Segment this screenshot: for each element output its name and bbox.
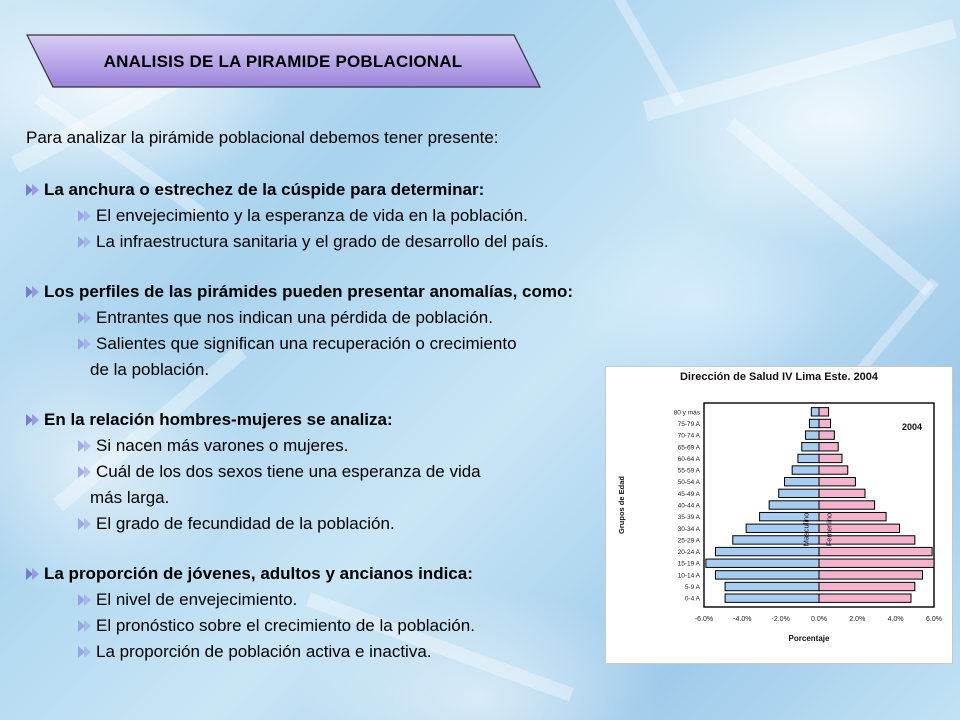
- intro-text: Para analizar la pirámide poblacional debemos tener presente:: [26, 128, 499, 147]
- y-tick-label: 45-49 A: [677, 490, 700, 498]
- double-arrow-bullet-icon: [78, 620, 92, 632]
- female-bar: [819, 559, 934, 567]
- x-tick-label: 0.0%: [811, 616, 827, 623]
- list-item-continuation: más larga.: [90, 488, 170, 507]
- y-tick-label: 60-64 A: [677, 455, 700, 463]
- section-heading: [26, 180, 484, 200]
- list-item: [78, 514, 395, 534]
- list-item: [78, 590, 297, 610]
- chart-annotation: 2004: [901, 422, 923, 432]
- male-bar: [798, 454, 819, 462]
- female-bar: [819, 419, 831, 427]
- y-tick-label: 50-54 A: [677, 479, 700, 487]
- female-bar: [819, 454, 842, 462]
- section-heading-text: En la relación hombres-mujeres se analiza:: [44, 410, 393, 429]
- y-tick-label: 70-74 A: [677, 432, 700, 440]
- section-heading-text: La anchura o estrechez de la cúspide para determinar:: [44, 180, 485, 199]
- male-bar: [706, 559, 819, 567]
- female-bar: [819, 501, 875, 509]
- male-bar: [792, 466, 819, 474]
- double-arrow-bullet-icon: [26, 568, 40, 580]
- y-tick-label: 35-39 A: [677, 514, 700, 522]
- y-tick-label: 25-29 A: [677, 537, 700, 545]
- male-bar: [785, 478, 820, 486]
- male-bar: [809, 419, 819, 427]
- list-item: [78, 308, 493, 328]
- section-heading: [26, 282, 573, 302]
- male-bar: [779, 489, 819, 497]
- male-bar: [806, 431, 819, 439]
- section-heading: [26, 564, 473, 584]
- female-bar: [819, 582, 915, 590]
- x-tick-label: 6.0%: [926, 616, 942, 623]
- y-tick-label: 65-69 A: [677, 444, 700, 452]
- male-bar: [769, 501, 819, 509]
- y-tick-label: 40-44 A: [677, 502, 700, 510]
- list-item-text: Si nacen más varones o mujeres.: [96, 436, 349, 455]
- x-tick-label: 4.0%: [887, 616, 904, 623]
- double-arrow-bullet-icon: [26, 184, 40, 196]
- double-arrow-bullet-icon: [78, 338, 92, 350]
- male-bar: [725, 582, 819, 590]
- y-axis-label: Grupos de Edad: [617, 476, 626, 534]
- list-item: [78, 436, 348, 456]
- female-bar: [819, 571, 923, 579]
- list-item-text: El grado de fecundidad de la población.: [96, 514, 395, 533]
- double-arrow-bullet-icon: [78, 466, 92, 478]
- y-tick-label: 0-4 A: [684, 595, 700, 603]
- y-tick-label: 75-79 A: [677, 420, 700, 428]
- double-arrow-bullet-icon: [78, 210, 92, 222]
- y-tick-label: 5-9 A: [684, 584, 700, 592]
- female-bar: [819, 478, 855, 486]
- male-bar: [725, 594, 819, 602]
- female-bar: [819, 443, 838, 451]
- y-tick-label: 30-34 A: [677, 525, 700, 533]
- list-item: [78, 616, 475, 636]
- list-item-text: El envejecimiento y la esperanza de vida en la población.: [96, 206, 528, 225]
- list-item-text: Cuál de los dos sexos tiene una esperanza de vida: [96, 462, 481, 481]
- list-item-text: El nivel de envejecimiento.: [96, 590, 298, 609]
- list-item: [78, 206, 528, 226]
- chart-title: Dirección de Salud IV Lima Este. 2004: [679, 371, 879, 383]
- series-label-female: Femenino: [824, 512, 834, 547]
- x-tick-label: -4.0%: [733, 616, 752, 623]
- page-title: ANALISIS DE LA PIRAMIDE POBLACIONAL: [103, 51, 463, 71]
- x-tick-label: -6.0%: [694, 616, 714, 623]
- female-bar: [819, 408, 829, 416]
- list-item-text: La proporción de población activa e inactiva.: [96, 642, 432, 661]
- list-item-text: Salientes que significan una recuperación o crecimiento: [96, 334, 517, 353]
- section-heading-text: Los perfiles de las pirámides pueden presentar anomalías, como:: [44, 282, 574, 301]
- double-arrow-bullet-icon: [78, 312, 92, 324]
- list-item: [78, 334, 517, 354]
- section-heading: [26, 410, 393, 430]
- double-arrow-bullet-icon: [78, 236, 92, 248]
- section-heading-text: La proporción de jóvenes, adultos y ancianos indica:: [44, 564, 473, 583]
- double-arrow-bullet-icon: [78, 518, 92, 530]
- series-label-male: Masculino: [801, 512, 811, 547]
- list-item-text: El pronóstico sobre el crecimiento de la población.: [96, 616, 475, 635]
- y-tick-label: 80 y más: [673, 409, 700, 417]
- male-bar: [716, 547, 820, 555]
- double-arrow-bullet-icon: [26, 414, 40, 426]
- female-bar: [819, 431, 834, 439]
- y-tick-label: 55-59 A: [677, 467, 700, 475]
- female-bar: [819, 594, 911, 602]
- double-arrow-bullet-icon: [26, 286, 40, 298]
- population-pyramid-chart: [605, 366, 953, 664]
- double-arrow-bullet-icon: [78, 594, 92, 606]
- male-bar: [716, 571, 820, 579]
- list-item-text: La infraestructura sanitaria y el grado de desarrollo del país.: [96, 232, 549, 251]
- female-bar: [819, 489, 865, 497]
- male-bar: [802, 443, 819, 451]
- double-arrow-bullet-icon: [78, 646, 92, 658]
- male-bar: [811, 408, 819, 416]
- x-axis-label: Porcentaje: [788, 634, 830, 643]
- female-bar: [819, 466, 848, 474]
- y-tick-label: 20-24 A: [677, 549, 700, 557]
- pyramid-svg: [606, 367, 952, 663]
- double-arrow-bullet-icon: [78, 440, 92, 452]
- title-banner: [24, 34, 542, 89]
- list-item: [78, 642, 432, 662]
- list-item-continuation: de la población.: [90, 360, 210, 379]
- x-tick-label: 2.0%: [849, 616, 866, 623]
- list-item-text: Entrantes que nos indican una pérdida de población.: [96, 308, 493, 327]
- x-tick-label: -2.0%: [771, 616, 790, 623]
- female-bar: [819, 547, 932, 555]
- y-tick-label: 10-14 A: [677, 572, 700, 580]
- list-item: [78, 462, 481, 482]
- y-tick-label: 15-19 A: [677, 560, 700, 568]
- list-item: [78, 232, 549, 252]
